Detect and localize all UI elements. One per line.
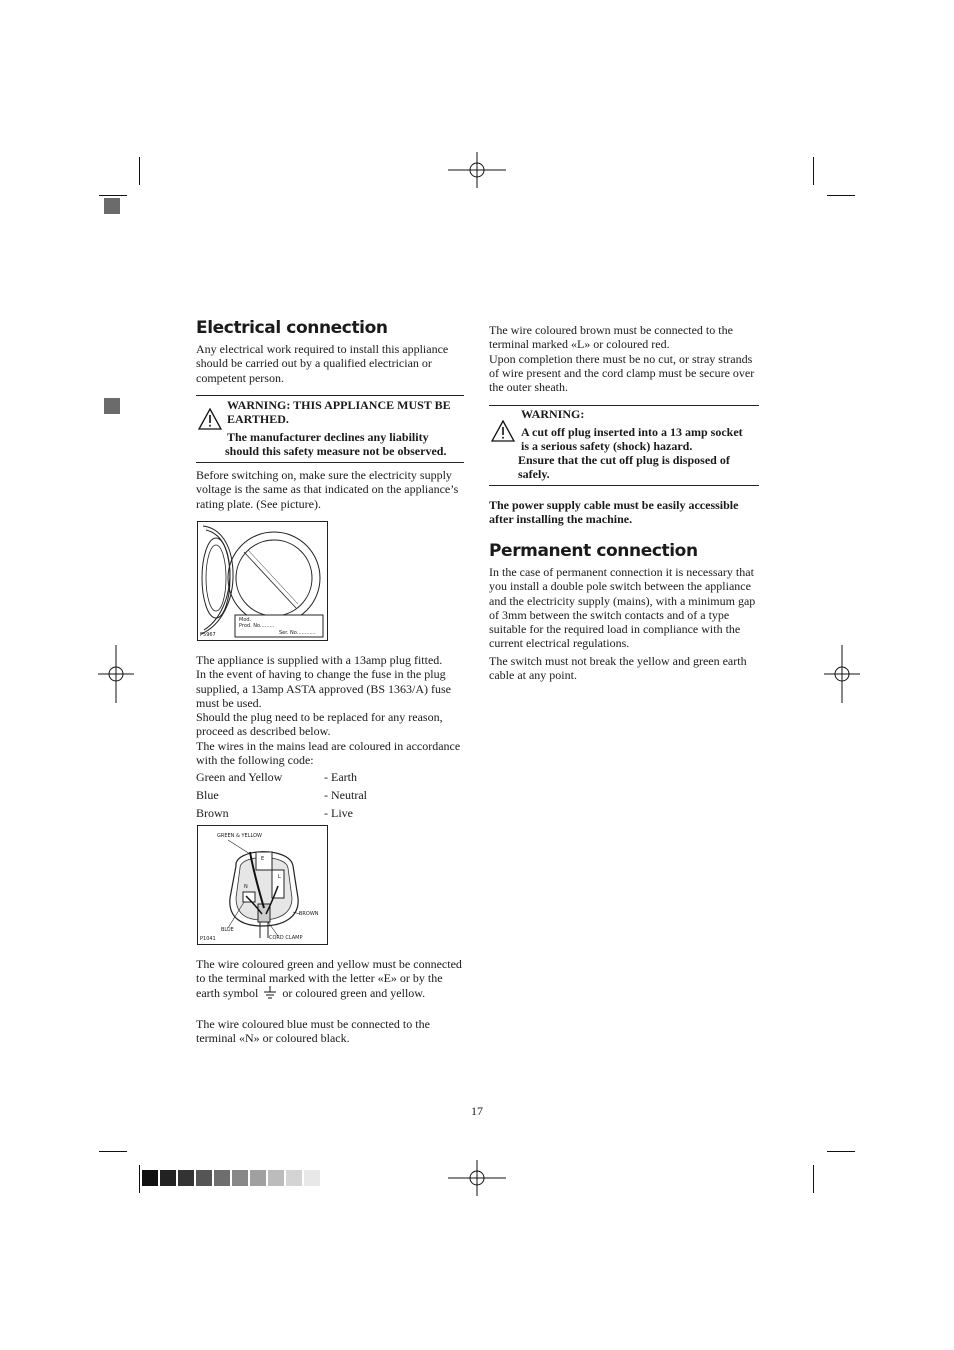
crop-mark <box>139 1165 140 1193</box>
swatch <box>250 1170 266 1186</box>
section-heading-permanent: Permanent connection <box>489 541 698 561</box>
warning-triangle-icon <box>198 408 222 430</box>
crop-mark <box>813 157 814 185</box>
voltage-paragraph: Before switching on, make sure the electricity supply voltage is the same as that indicated on the appliance’s rating plate. (See picture). <box>196 468 459 511</box>
swatch <box>268 1170 284 1186</box>
warning2-line2: is a serious safety (shock) hazard. <box>521 439 693 453</box>
warning-earthed-line2: EARTHED. <box>227 412 289 426</box>
wire-code-row: Brown - Live <box>196 806 353 820</box>
switch-paragraph: The switch must not break the yellow and green earth cable at any point. <box>489 654 747 683</box>
terminal-l-label: L <box>278 874 281 880</box>
crop-mark <box>827 195 855 196</box>
warning2-rule-top <box>489 405 759 406</box>
figure-code: P5967 <box>200 632 216 638</box>
warning-rule-bottom <box>196 462 464 463</box>
label-blue: BLUE <box>221 927 234 933</box>
rating-plate-figure <box>197 521 328 641</box>
swatch <box>232 1170 248 1186</box>
warning2-title: WARNING: <box>521 407 585 421</box>
crop-mark <box>99 195 127 196</box>
rating-plate-mod: Mod. <box>239 617 252 623</box>
registration-mark-right <box>824 645 860 703</box>
swatch <box>142 1170 158 1186</box>
wire-code-row: Green and Yellow - Earth <box>196 770 357 784</box>
registration-mark-left <box>98 645 134 703</box>
swatch <box>160 1170 176 1186</box>
wire-colour-code-list <box>196 768 466 822</box>
accessible-cable-note: The power supply cable must be easily accessible after installing the machine. <box>489 498 739 527</box>
plug-paragraph: The appliance is supplied with a 13amp plug fitted. In the event of having to change the fuse in the plug supplied, a 13amp ASTA approved (BS 1363/A) fuse must be used. Should the plug need to be replaced for any reason, proceed as described below. The wires in the mains lead are coloured in accordance with the following code: <box>196 653 461 768</box>
green-yellow-paragraph: The wire coloured green and yellow must be connected to the terminal marked with the letter «E» or by the earth symbol or coloured green and yellow. <box>196 957 462 1000</box>
blue-wire-paragraph: The wire coloured blue must be connected to the terminal «N» or coloured black. <box>196 1017 430 1046</box>
margin-marker-square <box>104 398 120 414</box>
registration-mark-bottom <box>448 1160 506 1196</box>
swatch <box>196 1170 212 1186</box>
plug-wiring-figure <box>197 825 328 945</box>
earth-symbol-icon <box>263 986 277 999</box>
warning2-line1: A cut off plug inserted into a 13 amp socket <box>521 425 743 439</box>
crop-mark <box>813 1165 814 1193</box>
rating-plate-ser-no: Ser. No............ <box>279 630 316 636</box>
brown-wire-paragraph: The wire coloured brown must be connected to the terminal marked «L» or coloured red. Upon completion there must be no cut, or stray strands of wire present and the cord clamp must be secure over the outer sheath. <box>489 323 755 395</box>
label-green-yellow: GREEN & YELLOW <box>217 833 262 839</box>
warning-triangle-icon <box>491 420 515 442</box>
warning2-rule-bottom <box>489 485 759 486</box>
crop-mark <box>99 1151 127 1152</box>
swatch <box>178 1170 194 1186</box>
permanent-connection-paragraph: In the case of permanent connection it is necessary that you install a double pole switch between the appliance and the electricity supply (mains), with a minimum gap of 3mm between the switch contacts and of a type suitable for the required load in compliance with the current electrical regulations. <box>489 565 756 651</box>
crop-mark <box>827 1151 855 1152</box>
plug-diagram-drawing <box>198 826 327 944</box>
rating-plate-prod-no: Prod. No......... <box>239 623 275 629</box>
margin-marker-square <box>104 198 120 214</box>
warning-liability-line2: should this safety measure not be observed. <box>225 444 447 458</box>
swatch <box>304 1170 320 1186</box>
label-cord-clamp: CORD CLAMP <box>269 935 303 941</box>
registration-mark-top <box>448 152 506 188</box>
label-brown: BROWN <box>299 911 319 917</box>
terminal-e-label: E <box>261 856 265 862</box>
wire-code-row: Blue - Neutral <box>196 788 367 802</box>
terminal-n-label: N <box>244 884 248 890</box>
swatch <box>214 1170 230 1186</box>
warning2-line3: Ensure that the cut off plug is disposed of <box>518 453 730 467</box>
intro-paragraph: Any electrical work required to install this appliance should be carried out by a qualified electrician or competent person. <box>196 342 449 385</box>
crop-mark <box>139 157 140 185</box>
warning-liability-line1: The manufacturer declines any liability <box>227 430 429 444</box>
page-heading: Electrical connection <box>196 318 388 338</box>
figure-code: P1041 <box>200 936 216 942</box>
swatch <box>286 1170 302 1186</box>
warning2-line4: safely. <box>518 467 550 481</box>
warning-earthed-line1: WARNING: THIS APPLIANCE MUST BE <box>227 398 451 412</box>
page-number: 17 <box>471 1104 483 1118</box>
warning-rule-top <box>196 395 464 396</box>
